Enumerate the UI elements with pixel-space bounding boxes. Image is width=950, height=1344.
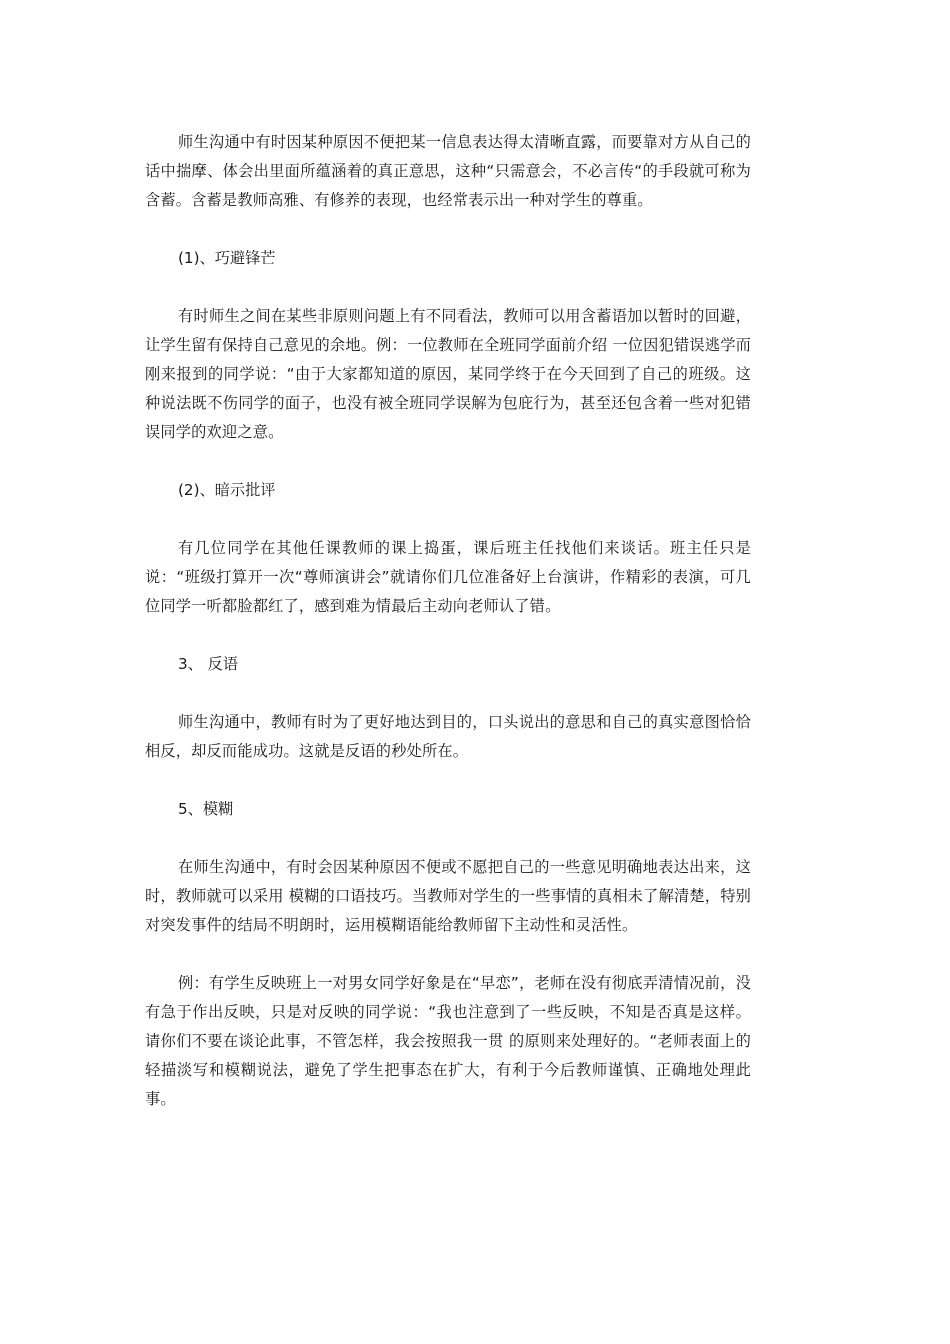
heading-implied-criticism: (2)、暗示批评 [178, 481, 276, 499]
paragraph-avoid-confrontation: 有时师生之间在某些非原则问题上有不同看法，教师可以用含蓄语加以暂时的回避，让学生留有保持自己意见的余地。例：一位教师在全班同学面前介绍 一位因犯错误逃学而刚来报到的同学说：“由于大家都知道的原因，某同学终于在今天回到了自己的班级。这种说法既不伤同学的面子，也没有被全班同学误解为包庇行为，甚至还包含着一些对犯错误同学的欢迎之意。 [145, 307, 751, 441]
heading-avoid-confrontation: (1)、巧避锋芒 [178, 249, 276, 267]
heading-irony: 3、 反语 [178, 655, 239, 673]
paragraph-implied-criticism: 有几位同学在其他任课教师的课上捣蛋，课后班主任找他们来谈话。班主任只是说：“班级打算开一次“尊师演讲会”就请你们几位准备好上台演讲，作精彩的表演，可几位同学一听都脸都红了，感到难为情最后主动向老师认了错。 [145, 539, 751, 615]
paragraph-gap [145, 505, 751, 534]
paragraph-gap [145, 940, 751, 969]
paragraph-example: 例：有学生反映班上一对男女同学好象是在“早恋”，老师在没有彻底弄清情况前，没有急于作出反映，只是对反映的同学说：“我也注意到了一些反映，不知是否真是这样。请你们不要在谈论此事，不管怎样，我会按照我一贯 的原则来处理好的。“老师表面上的轻描淡写和模糊说法，避免了学生把事态在扩大，有利于今后教师谨慎、正确地处理此事。 [145, 974, 751, 1108]
paragraph-gap [145, 273, 751, 302]
document-body [145, 128, 751, 1114]
paragraph-irony: 师生沟通中，教师有时为了更好地达到目的，口头说出的意思和自己的真实意图恰恰相反，却反而能成功。这就是反语的秒处所在。 [145, 713, 751, 760]
paragraph-gap [145, 679, 751, 708]
paragraph-intro: 师生沟通中有时因某种原因不便把某一信息表达得太清晰直露，而要靠对方从自己的话中揣摩、体会出里面所蕴涵着的真正意思，这种“只需意会，不必言传“的手段就可称为含蓄。含蓄是教师高雅、有修养的表现，也经常表示出一种对学生的尊重。 [145, 133, 751, 209]
paragraph-gap [145, 447, 751, 476]
paragraph-gap [145, 766, 751, 795]
paragraph-vagueness: 在师生沟通中，有时会因某种原因不便或不愿把自己的一些意见明确地表达出来，这时，教师就可以采用 模糊的口语技巧。当教师对学生的一些事情的真相未了解清楚，特别对突发事件的结局不明朗时，运用模糊语能给教师留下主动性和灵活性。 [145, 858, 751, 934]
heading-vagueness: 5、模糊 [178, 800, 234, 818]
paragraph-gap [145, 824, 751, 853]
paragraph-gap [145, 621, 751, 650]
paragraph-gap [145, 215, 751, 244]
